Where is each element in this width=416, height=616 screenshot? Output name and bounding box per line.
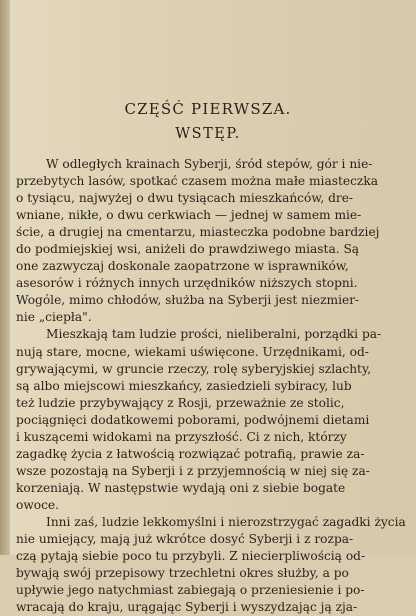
text-line: upływie jego natychmiast zabiegają o przeniesienie i po- <box>16 583 365 598</box>
text-line: do podmiejskiej wsi, aniżeli do prawdziwego miasta. Są <box>16 242 360 257</box>
text-line: wniane, nikłe, o dwu cerkwiach — jednej w samem mie- <box>16 208 362 223</box>
text-line: nie umiejący, mają już wkrótce dosyć Syberji i z rozpa- <box>16 532 354 547</box>
text-line: czą pytają siebie poco tu przybyli. Z niecierpliwością od- <box>16 549 366 564</box>
text-line: grywającymi, w gruncie rzeczy, rolę syberyjskiej szlachty, <box>16 361 372 376</box>
body-text <box>16 156 406 616</box>
part-title: CZĘŚĆ PIERWSZA. <box>124 100 292 118</box>
text-line: o tysiącu, najwyżej o dwu tysiącach mieszkańców, dre- <box>16 191 354 206</box>
text-line: nie „ciepła". <box>16 310 92 325</box>
text-line: ście, a drugiej na cmentarzu, miasteczka podobne bardziej <box>16 225 380 240</box>
text-line: wracają do kraju, urągając Syberji i wyszydzając ją zja- <box>16 600 358 615</box>
section-title: WSTĘP. <box>175 126 241 142</box>
text-line: są albo miejscowi mieszkańcy, zasiedzieli sybiracy, lub <box>16 378 352 393</box>
text-line: owoce. <box>16 497 60 512</box>
text-line: Inni zaś, ludzie lekkomyślni i nierozstrzygać zagadki życia <box>46 514 406 529</box>
text-line: pociągnięci dodatkowemi poborami, podwójnemi dietami <box>16 412 370 427</box>
text-line: wsze pozostają na Syberji i z przyjemnością w niej się za- <box>16 463 370 478</box>
text-line: W odległych krainach Syberji, śród stepów, gór i nie- <box>46 157 373 171</box>
text-line: też ludzie przybywający z Rosji, przeważnie ze stolic, <box>16 395 345 410</box>
text-line: Wogóle, mimo chłodów, służba na Syberji jest niezmier- <box>16 293 360 308</box>
text-line: korzeniają. W następstwie wydają oni z siebie bogate <box>16 480 346 495</box>
text-line: asesorów i różnych innych urzędników niższych stopni. <box>16 276 358 291</box>
text-line: Mieszkają tam ludzie prości, nieliberalni, porządki pa- <box>46 327 382 342</box>
text-line: i kuszącemi widokami na przyszłość. Ci z nich, którzy <box>16 429 347 444</box>
text-line: nują stare, mocne, wiekami uświęcone. Urzędnikami, od- <box>16 344 369 359</box>
text-line: bywają swój przepisowy trzechletni okres służby, a po <box>16 566 349 581</box>
text-line: one zazwyczaj doskonale zaopatrzone w isprawników, <box>16 259 349 274</box>
text-line: przebytych lasów, spotkać czasem można małe miasteczka <box>16 174 378 189</box>
text-line: zagadkę życia z łatwością rozwiązać potrafią, prawie za- <box>16 446 365 461</box>
